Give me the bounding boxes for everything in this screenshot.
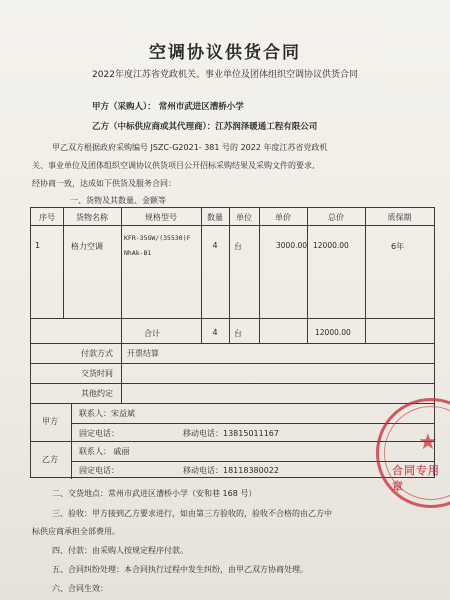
document-subtitle: 2022年度江苏省党政机关、事业单位及团体组织空调协议供货合同 — [92, 70, 358, 80]
payment-label: 付款方式 — [81, 349, 113, 358]
party-b-label: 乙方 — [42, 455, 58, 464]
party-b-line: 乙方（中标供应商或其代理商）：江苏润泽暖通工程有限公司 — [92, 122, 318, 132]
intro-line-1: 甲乙双方根据政府采购编号 JSZC-G2021- 381 号的 2022 年度江苏省党政机 — [52, 143, 328, 152]
sum-total: 12000.00 — [315, 328, 351, 337]
party-b-contact: 联系人： 戚丽 — [79, 447, 130, 456]
clause-6: 六、合同生效： — [52, 584, 108, 593]
row-qty: 4 — [212, 241, 218, 250]
sum-qty: 4 — [212, 328, 218, 337]
row-model-line-2: NhAk-B1 — [124, 249, 152, 257]
clause-3-cont: 标供应商承担全部费用。 — [32, 527, 120, 536]
row-warranty: 6年 — [391, 242, 405, 251]
clause-5: 五、合同纠纷处理：本合同执行过程中发生纠纷，由甲乙双方协商处理。 — [52, 565, 308, 574]
party-a-mobile: 移动电话：13815011167 — [183, 429, 279, 438]
clause-2: 二、交货地点：常州市武进区漕桥小学（安和巷 168 号） — [52, 489, 257, 498]
goods-table — [30, 207, 435, 478]
col-header-no: 序号 — [39, 213, 55, 222]
seal-text: 合同专用章 — [392, 464, 440, 493]
row-total: 12000.00 — [313, 241, 349, 250]
intro-line-2: 关、事业单位及团体组织空调协议供货项目公开招标采购结果及采购文件的要求, — [32, 161, 315, 170]
seal-star-icon: ★ — [418, 430, 438, 455]
party-b-fixed-phone: 固定电话： — [79, 466, 119, 475]
other-label: 其他约定 — [81, 389, 113, 398]
col-header-name: 货物名称 — [76, 213, 108, 222]
col-header-unit: 单位 — [236, 213, 252, 222]
clause-4: 四、付款：由采购人按规定程序付款。 — [52, 546, 188, 555]
party-a-contact: 联系人：宋益斌 — [79, 409, 135, 418]
row-no: 1 — [35, 241, 41, 250]
delivery-label: 交货时间 — [81, 369, 113, 378]
section-1-heading: 一、货物及其数量、金额等 — [70, 196, 166, 205]
clause-3: 三、验收：甲方接到乙方要求进行，如由第三方验收的，验收不合格的由乙方中 — [52, 509, 332, 518]
party-a-label: 甲方 — [42, 417, 58, 426]
col-header-warranty: 质保期 — [387, 213, 412, 222]
intro-line-3: 经协商一致，达成如下供货及服务合同： — [32, 179, 176, 188]
row-unit: 台 — [234, 242, 242, 251]
col-header-model: 规格型号 — [145, 213, 177, 222]
payment-value: 开票结算 — [127, 349, 159, 358]
col-header-price: 单价 — [275, 213, 291, 222]
row-price: 3000.00 — [276, 241, 308, 250]
col-header-total: 总价 — [328, 213, 344, 222]
row-model-line-1: KFR-35GW/(35530)F — [124, 234, 191, 242]
sum-unit: 台 — [234, 329, 242, 338]
party-b-mobile: 移动电话：18118380022 — [183, 466, 279, 475]
row-name: 格力空调 — [71, 242, 103, 251]
party-a-line: 甲方（采购人）： 常州市武进区漕桥小学 — [92, 102, 244, 112]
document-title: 空调协议供货合同 — [149, 43, 301, 63]
party-a-fixed-phone: 固定电话： — [79, 429, 119, 438]
sum-label: 合计 — [144, 329, 160, 338]
col-header-qty: 数量 — [207, 213, 223, 222]
